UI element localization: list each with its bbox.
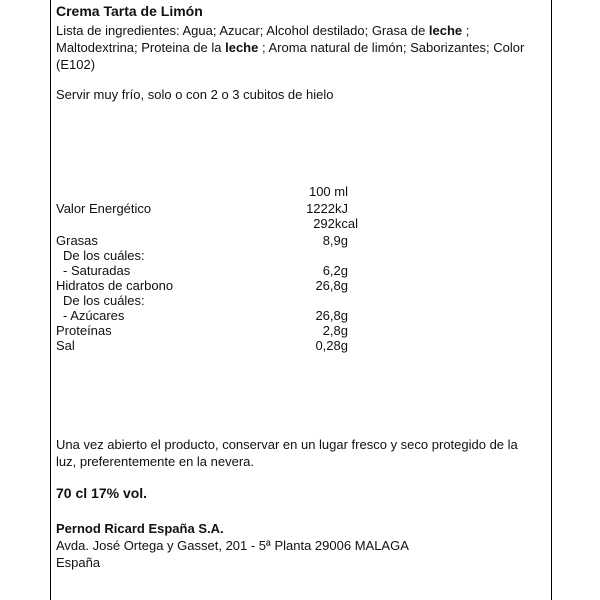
ingredients-line-2 bbox=[56, 39, 524, 56]
nutrient-label: Proteínas bbox=[56, 323, 112, 338]
nutrient-value: 26,8g bbox=[315, 278, 348, 293]
nutrient-value: 26,8g bbox=[315, 308, 348, 323]
nutrient-value: 0,28g bbox=[315, 338, 348, 353]
storage-instructions-line-1: Una vez abierto el producto, conservar en un lugar fresco y seco protegido de la bbox=[56, 437, 518, 452]
nutrient-value: 6,2g bbox=[322, 263, 348, 278]
nutrient-label: Sal bbox=[56, 338, 75, 353]
energy-kj: 1222kJ bbox=[306, 201, 348, 216]
nutrient-value: 8,9g bbox=[322, 233, 348, 248]
company-country: España bbox=[56, 555, 101, 570]
nutrient-label: - Saturadas bbox=[63, 263, 131, 278]
nutrient-label: De los cuáles: bbox=[63, 293, 145, 308]
energy-label: Valor Energético bbox=[56, 201, 152, 216]
energy-kcal: 292kcal bbox=[313, 216, 358, 231]
nutrient-label: - Azúcares bbox=[63, 308, 125, 323]
nutrient-label: Grasas bbox=[56, 233, 98, 248]
ingredients-text: ; Aroma natural de limón; Saborizantes; Color bbox=[258, 40, 525, 55]
nutrition-header: 100 ml bbox=[308, 184, 348, 199]
serving-suggestion: Servir muy frío, solo o con 2 o 3 cubitos de hielo bbox=[56, 87, 334, 102]
ingredients-text: Maltodextrina; Proteina de la bbox=[56, 40, 226, 55]
ingredients-line-1 bbox=[56, 22, 469, 39]
ingredients-text: ; bbox=[462, 23, 470, 38]
company-address: Avda. José Ortega y Gasset, 201 - 5ª Planta 29006 MALAGA bbox=[56, 538, 409, 553]
ingredients-text: Lista de ingredientes: Agua; Azucar; Alcohol destilado; Grasa de bbox=[56, 23, 429, 38]
product-title: Crema Tarta de Limón bbox=[56, 3, 203, 19]
nutrient-value: 2,8g bbox=[322, 323, 348, 338]
allergen-milk: leche bbox=[428, 23, 463, 38]
volume-abv: 70 cl 17% vol. bbox=[56, 485, 148, 501]
allergen-milk: leche bbox=[225, 40, 259, 55]
ingredients-line-3: (E102) bbox=[56, 57, 96, 72]
nutrient-label: De los cuáles: bbox=[63, 248, 145, 263]
company-name: Pernod Ricard España S.A. bbox=[56, 521, 224, 536]
storage-instructions-line-2: luz, preferentemente en la nevera. bbox=[56, 454, 255, 469]
nutrient-label: Hidratos de carbono bbox=[56, 278, 174, 293]
